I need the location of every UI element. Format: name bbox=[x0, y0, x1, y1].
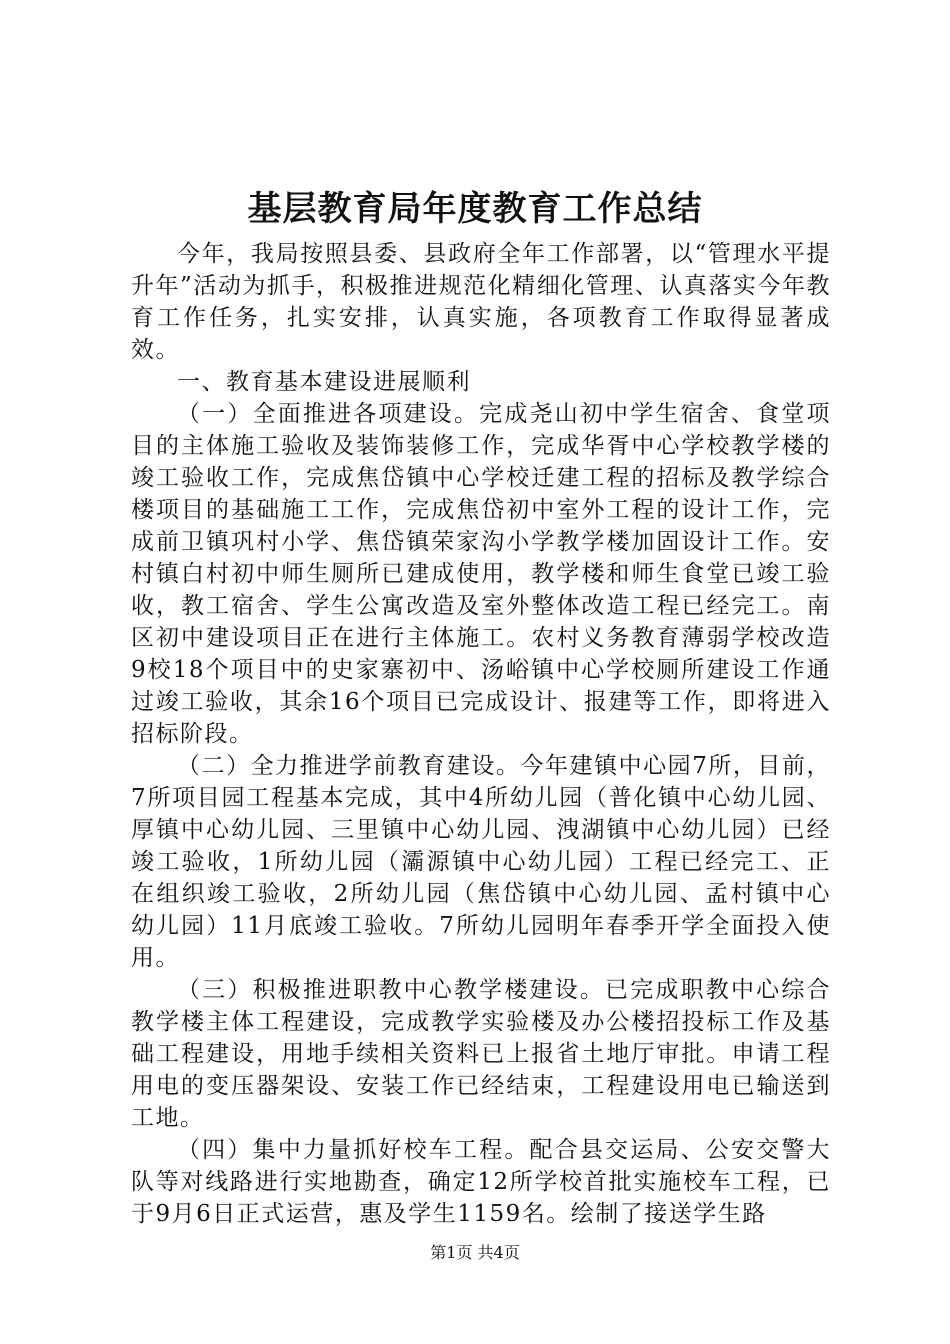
paragraph-item-2: （二）全力推进学前教育建设。今年建镇中心园7所，目前，7所项目园工程基本完成，其中4所幼儿园（普化镇中心幼儿园、厚镇中心幼儿园、三里镇中心幼儿园、洩湖镇中心幼儿园）已经竣工验收，1所幼儿园（灞源镇中心幼儿园）工程已经完工、正在组织竣工验收，2所幼儿园（焦岱镇中心幼儿园、孟村镇中心幼儿园）11月底竣工验收。7所幼儿园明年春季开学全面投入使用。 bbox=[131, 753, 831, 971]
document-body bbox=[131, 238, 831, 1230]
paragraph-item-3: （三）积极推进职教中心教学楼建设。已完成职教中心综合教学楼主体工程建设，完成教学实验楼及办公楼招投标工作及基础工程建设，用地手续相关资料已上报省土地厅审批。申请工程用电的变压器架设、安装工作已经结束，工程建设用电已输送到工地。 bbox=[131, 977, 831, 1131]
section-heading: 一、教育基本建设进展顺利 bbox=[177, 369, 471, 395]
paragraph-item-4: （四）集中力量抓好校车工程。配合县交运局、公安交警大队等对线路进行实地勘查，确定12所学校首批实施校车工程，已于9月6日正式运营，惠及学生1159名。绘制了接送学生路 bbox=[131, 1137, 831, 1227]
document-title: 基层教育局年度教育工作总结 bbox=[247, 189, 703, 229]
paragraph-item-1: （一）全面推进各项建设。完成尧山初中学生宿舍、食堂项目的主体施工验收及装饰装修工作，完成华胥中心学校教学楼的竣工验收工作，完成焦岱镇中心学校迁建工程的招标及教学综合楼项目的基础施工工作，完成焦岱初中室外工程的设计工作，完成前卫镇巩村小学、焦岱镇荣家沟小学教学楼加固设计工作。安村镇白村初中师生厕所已建成使用，教学楼和师生食堂已竣工验收，教工宿舍、学生公寓改造及室外整体改造工程已经完工。南区初中建设项目正在进行主体施工。农村义务教育薄弱学校改造9校18个项目中的史家寨初中、汤峪镇中心学校厕所建设工作通过竣工验收，其余16个项目已完成设计、报建等工作，即将进入招标阶段。 bbox=[131, 401, 831, 747]
page-number-footer: 第1页 共4页 bbox=[430, 1243, 520, 1262]
intro-paragraph: 今年，我局按照县委、县政府全年工作部署，以“管理水平提升年”活动为抓手，积极推进规范化精细化管理、认真落实今年教育工作任务，扎实安排，认真实施，各项教育工作取得显著成效。 bbox=[131, 241, 831, 363]
